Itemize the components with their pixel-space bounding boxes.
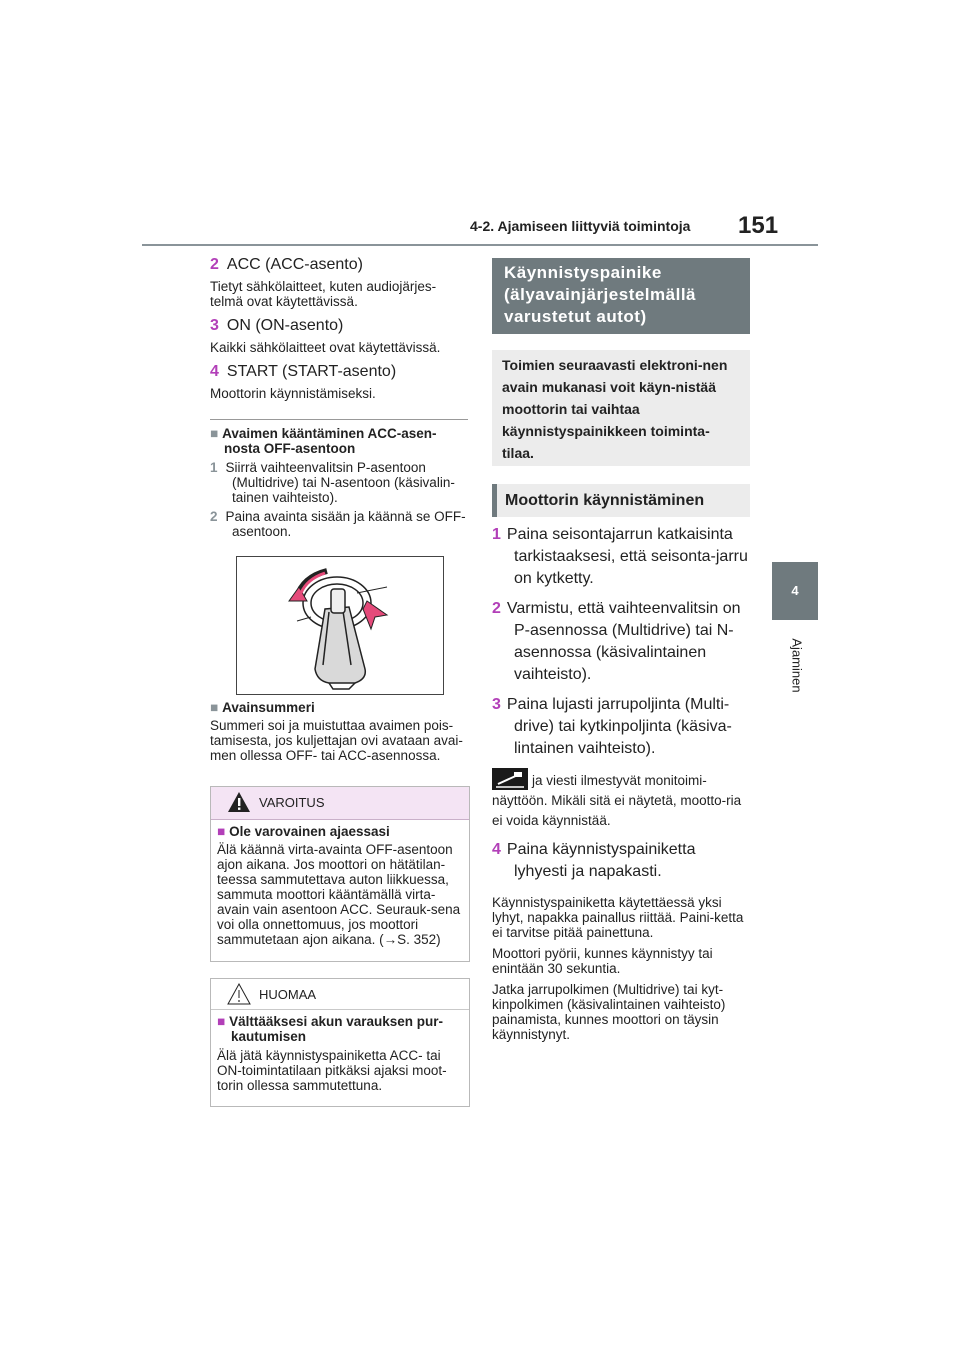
- turn-step-1: 1 Siirrä vaihteenvalitsin P-asentoon (Multidrive) tai N-asentoon (käsivalin-tainen vaihteisto).: [210, 460, 455, 505]
- chapter-tab: 4: [772, 562, 818, 620]
- position-on: 3 ON (ON-asento): [210, 317, 344, 334]
- note-header: [211, 979, 469, 1010]
- start-step-4: 4 Paina käynnistyspainiketta lyhyesti ja napakasti.: [492, 841, 696, 880]
- chapter-label: [780, 628, 810, 708]
- position-start: 4 START (START-asento): [210, 363, 397, 380]
- brake-pedal-indicator-icon: [492, 768, 528, 790]
- page-number: 151: [738, 212, 779, 239]
- subheading: Moottorin käynnistäminen: [492, 484, 750, 517]
- position-acc: 2 ACC (ACC-asento): [210, 256, 363, 273]
- start-steps: [492, 524, 754, 760]
- note-box: [210, 978, 470, 1107]
- position-start-desc: Moottorin käynnistämiseksi.: [210, 386, 376, 401]
- paragraph-3: Jatka jarrupolkimen (Multidrive) tai kyt-kinpolkimen (käsivalintainen vaihteisto) painamista, kunnes moottori on täysin käynnistynyt.: [492, 982, 726, 1042]
- start-step-1: 1 Paina seisontajarrun katkaisinta tarkistaaksesi, että seisonta-jarru on kytketty.: [492, 526, 748, 587]
- buzzer-heading: ■ Avainsummeri: [210, 700, 315, 715]
- key-illustration: [236, 556, 444, 695]
- start-step-2: 2 Varmistu, että vaihteenvalitsin on P-asennossa (Multidrive) tai N-asennossa (käsivalintainen vaihteisto).: [492, 600, 741, 683]
- warning-heading: ■ Ole varovainen ajaessasi: [217, 824, 390, 839]
- block-heading: Käynnistyspainike (älyavainjärjestelmällä varustetut autot): [492, 258, 750, 334]
- turn-step-2: 2 Paina avainta sisään ja käännä se OFF-asentoon.: [210, 509, 466, 539]
- warning-box: [210, 786, 470, 962]
- turn-key-section: [210, 426, 468, 539]
- warning-triangle-icon: [227, 791, 251, 813]
- chapter-label-text: Ajaminen: [789, 638, 805, 693]
- key-cylinder-icon: [237, 557, 443, 694]
- buzzer-text: Summeri soi ja muistuttaa avaimen pois-tamisesta, jos kuljettajan ovi avataan avai-men ollessa OFF- tai ACC-asennossa.: [210, 718, 463, 763]
- paragraph-2: Moottori pyörii, kunnes käynnistyy tai enintään 30 sekuntia.: [492, 946, 713, 976]
- indicator-section: [492, 768, 750, 1042]
- turn-key-heading: ■ Avaimen kääntäminen ACC-asen-nosta OFF-asentoon: [210, 426, 437, 456]
- section-title: 4-2. Ajamiseen liittyviä toimintoja: [470, 218, 691, 234]
- header-divider: [142, 244, 818, 246]
- caution-triangle-icon: [227, 983, 251, 1005]
- section-divider: [210, 419, 468, 420]
- note-title: HUOMAA: [259, 987, 317, 1002]
- note-text: Älä jätä käynnistyspainiketta ACC- tai ON-toimintatilaan pitkäksi ajaksi moot-torin ollessa sammutettuna.: [217, 1048, 447, 1093]
- intro-text: Toimien seuraavasti elektroni-nen avain mukanasi voit käyn-nistää moottorin tai vaihtaa käynnistyspainikkeen toiminta-tilaa.: [492, 350, 750, 466]
- warning-title: VAROITUS: [259, 795, 325, 810]
- buzzer-section: [210, 700, 470, 763]
- position-on-desc: Kaikki sähkölaitteet ovat käytettävissä.: [210, 340, 441, 355]
- warning-header: [211, 787, 469, 820]
- warning-text: Älä käännä virta-avainta OFF-asentoon ajon aikana. Jos moottori on hätätilan-teessa sammutettava auton liikkuessa, sammuta moottori kääntämällä virta-avain vain asentoon ACC. Seurauk-sena voi olla onnettomuus, jos moottori sammutetaan ajon aikana. (→S. 352): [217, 842, 461, 947]
- position-acc-desc: Tietyt sähkölaitteet, kuten audiojärjes-telmä ovat käytettävissä.: [210, 279, 437, 309]
- start-step-3: 3 Paina lujasti jarrupoljinta (Multi-drive) tai kytkinpoljinta (käsiva-lintainen vaihteisto).: [492, 696, 732, 757]
- key-positions: [210, 256, 468, 401]
- paragraph-1: Käynnistyspainiketta käytettäessä yksi lyhyt, napakka painallus riittää. Paini-ketta ei tarvitse pitää painettuna.: [492, 895, 744, 940]
- indicator-text: ja viesti ilmestyvät monitoimi-näyttöön. Mikäli sitä ei näytetä, mootto-ria ei voida käynnistää.: [492, 768, 750, 831]
- note-heading: ■ Välttääksesi akun varauksen pur-kautumisen: [217, 1014, 444, 1044]
